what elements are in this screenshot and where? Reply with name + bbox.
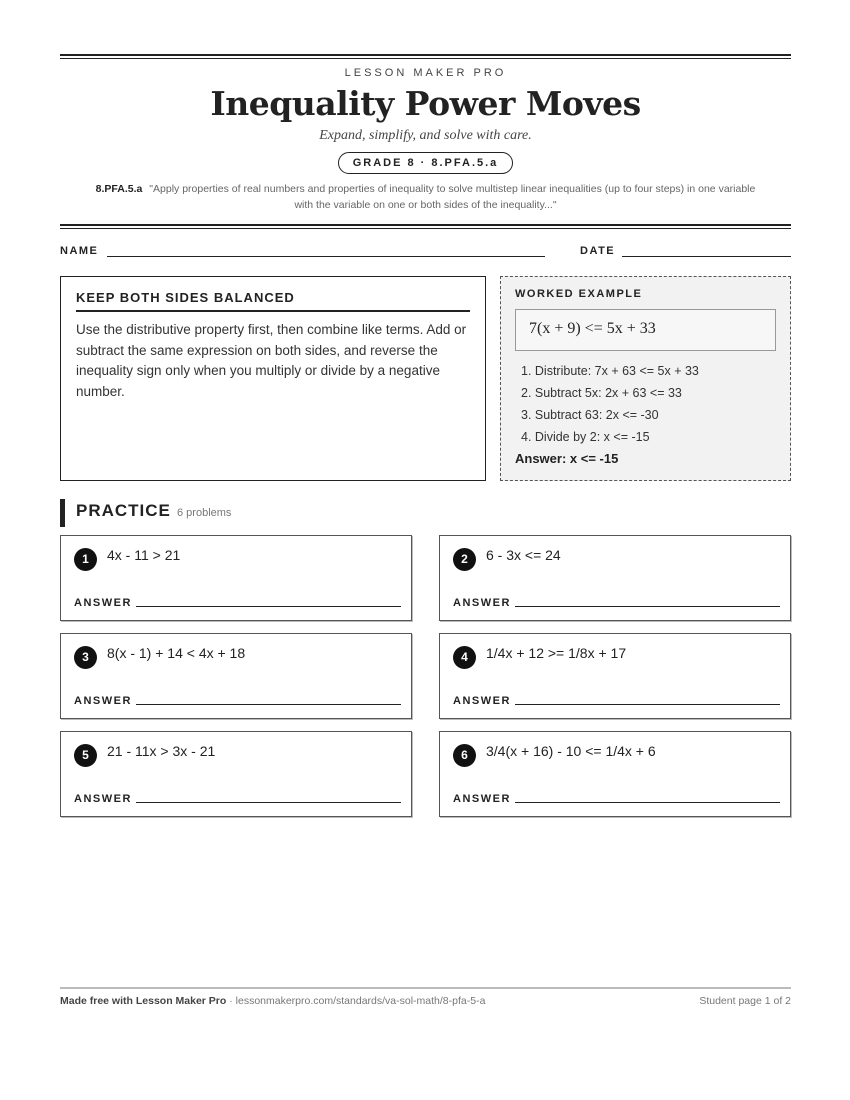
standard-text-line1: "Apply properties of real numbers and properties of inequality to solve multistep linear inequalities (up to four steps) in one variable (149, 183, 756, 195)
problem-number-badge: 1 (74, 548, 97, 571)
worked-example-answer: Answer: x <= -15 (515, 451, 619, 466)
problem-card-2 (439, 535, 791, 621)
standard-description (60, 181, 791, 213)
footer-credit (60, 995, 485, 1007)
worked-example-box (500, 276, 791, 481)
problem-expression: 8(x - 1) + 14 < 4x + 18 (107, 645, 246, 661)
answer-label: ANSWER (74, 695, 132, 707)
problem-card-4 (439, 633, 791, 719)
problem-number-badge: 6 (453, 744, 476, 767)
answer-field-2[interactable] (515, 606, 780, 607)
header-bottom-rule (60, 224, 791, 229)
date-field[interactable] (622, 256, 791, 257)
worked-example-steps (515, 360, 776, 448)
problem-card-1 (60, 535, 412, 621)
problem-number-badge: 2 (453, 548, 476, 571)
answer-label: ANSWER (74, 793, 132, 805)
problem-card-5 (60, 731, 412, 817)
worked-example-step: 2. Subtract 5x: 2x + 63 <= 33 (521, 386, 682, 400)
problem-expression: 4x - 11 > 21 (107, 547, 181, 563)
worked-example-step: 3. Subtract 63: 2x <= -30 (521, 408, 659, 422)
practice-header (60, 499, 791, 527)
problem-card-6 (439, 731, 791, 817)
problem-card-3 (60, 633, 412, 719)
worked-example-equation: 7(x + 9) <= 5x + 33 (515, 309, 776, 351)
answer-field-4[interactable] (515, 704, 780, 705)
standard-code: 8.PFA.5.a (95, 183, 143, 195)
header-top-rule (60, 54, 791, 59)
tip-box-title: KEEP BOTH SIDES BALANCED (76, 290, 470, 312)
problem-number-badge: 3 (74, 646, 97, 669)
name-date-row (60, 245, 791, 259)
practice-accent-bar (60, 499, 65, 527)
problem-expression: 6 - 3x <= 24 (486, 547, 561, 563)
page-subtitle: Expand, simplify, and solve with care. (319, 128, 532, 143)
practice-title: PRACTICE (76, 501, 171, 520)
footer-made-with: Made free with Lesson Maker Pro (60, 995, 227, 1007)
tip-box (60, 276, 486, 481)
answer-label: ANSWER (453, 793, 511, 805)
problem-expression: 1/4x + 12 >= 1/8x + 17 (486, 645, 627, 661)
practice-count: 6 problems (177, 507, 232, 519)
grade-badge-row (60, 152, 791, 174)
problem-expression: 21 - 11x > 3x - 21 (107, 743, 216, 759)
problem-expression: 3/4(x + 16) - 10 <= 1/4x + 6 (486, 743, 656, 759)
answer-field-3[interactable] (136, 704, 401, 705)
worked-example-step: 1. Distribute: 7x + 63 <= 5x + 33 (521, 364, 699, 378)
brand-name: LESSON MAKER PRO (344, 67, 507, 79)
name-label: NAME (60, 245, 99, 257)
worked-example-step: 4. Divide by 2: x <= -15 (521, 430, 650, 444)
date-label: DATE (580, 245, 616, 257)
name-field[interactable] (107, 256, 545, 257)
answer-field-6[interactable] (515, 802, 780, 803)
worksheet-page (60, 0, 791, 1100)
worked-example-title: WORKED EXAMPLE (515, 288, 643, 300)
answer-label: ANSWER (74, 597, 132, 609)
answer-label: ANSWER (453, 597, 511, 609)
answer-field-5[interactable] (136, 802, 401, 803)
footer-rule (60, 987, 791, 989)
answer-field-1[interactable] (136, 606, 401, 607)
problem-number-badge: 4 (453, 646, 476, 669)
problem-number-badge: 5 (74, 744, 97, 767)
page-title: Inequality Power Moves (210, 84, 641, 123)
footer-url[interactable]: · lessonmakerpro.com/standards/va-sol-math/8-pfa-5-a (226, 995, 486, 1007)
grade-badge: GRADE 8 · 8.PFA.5.a (338, 152, 514, 174)
standard-text-line2: with the variable on one or both sides of the inequality..." (294, 199, 557, 211)
answer-label: ANSWER (453, 695, 511, 707)
tip-box-text: Use the distributive property first, then combine like terms. Add or subtract the same expression on both sides, and reverse the inequality sign only when you multiply or divide by a negative number. (76, 322, 467, 399)
footer-page-label: Student page 1 of 2 (699, 995, 791, 1007)
